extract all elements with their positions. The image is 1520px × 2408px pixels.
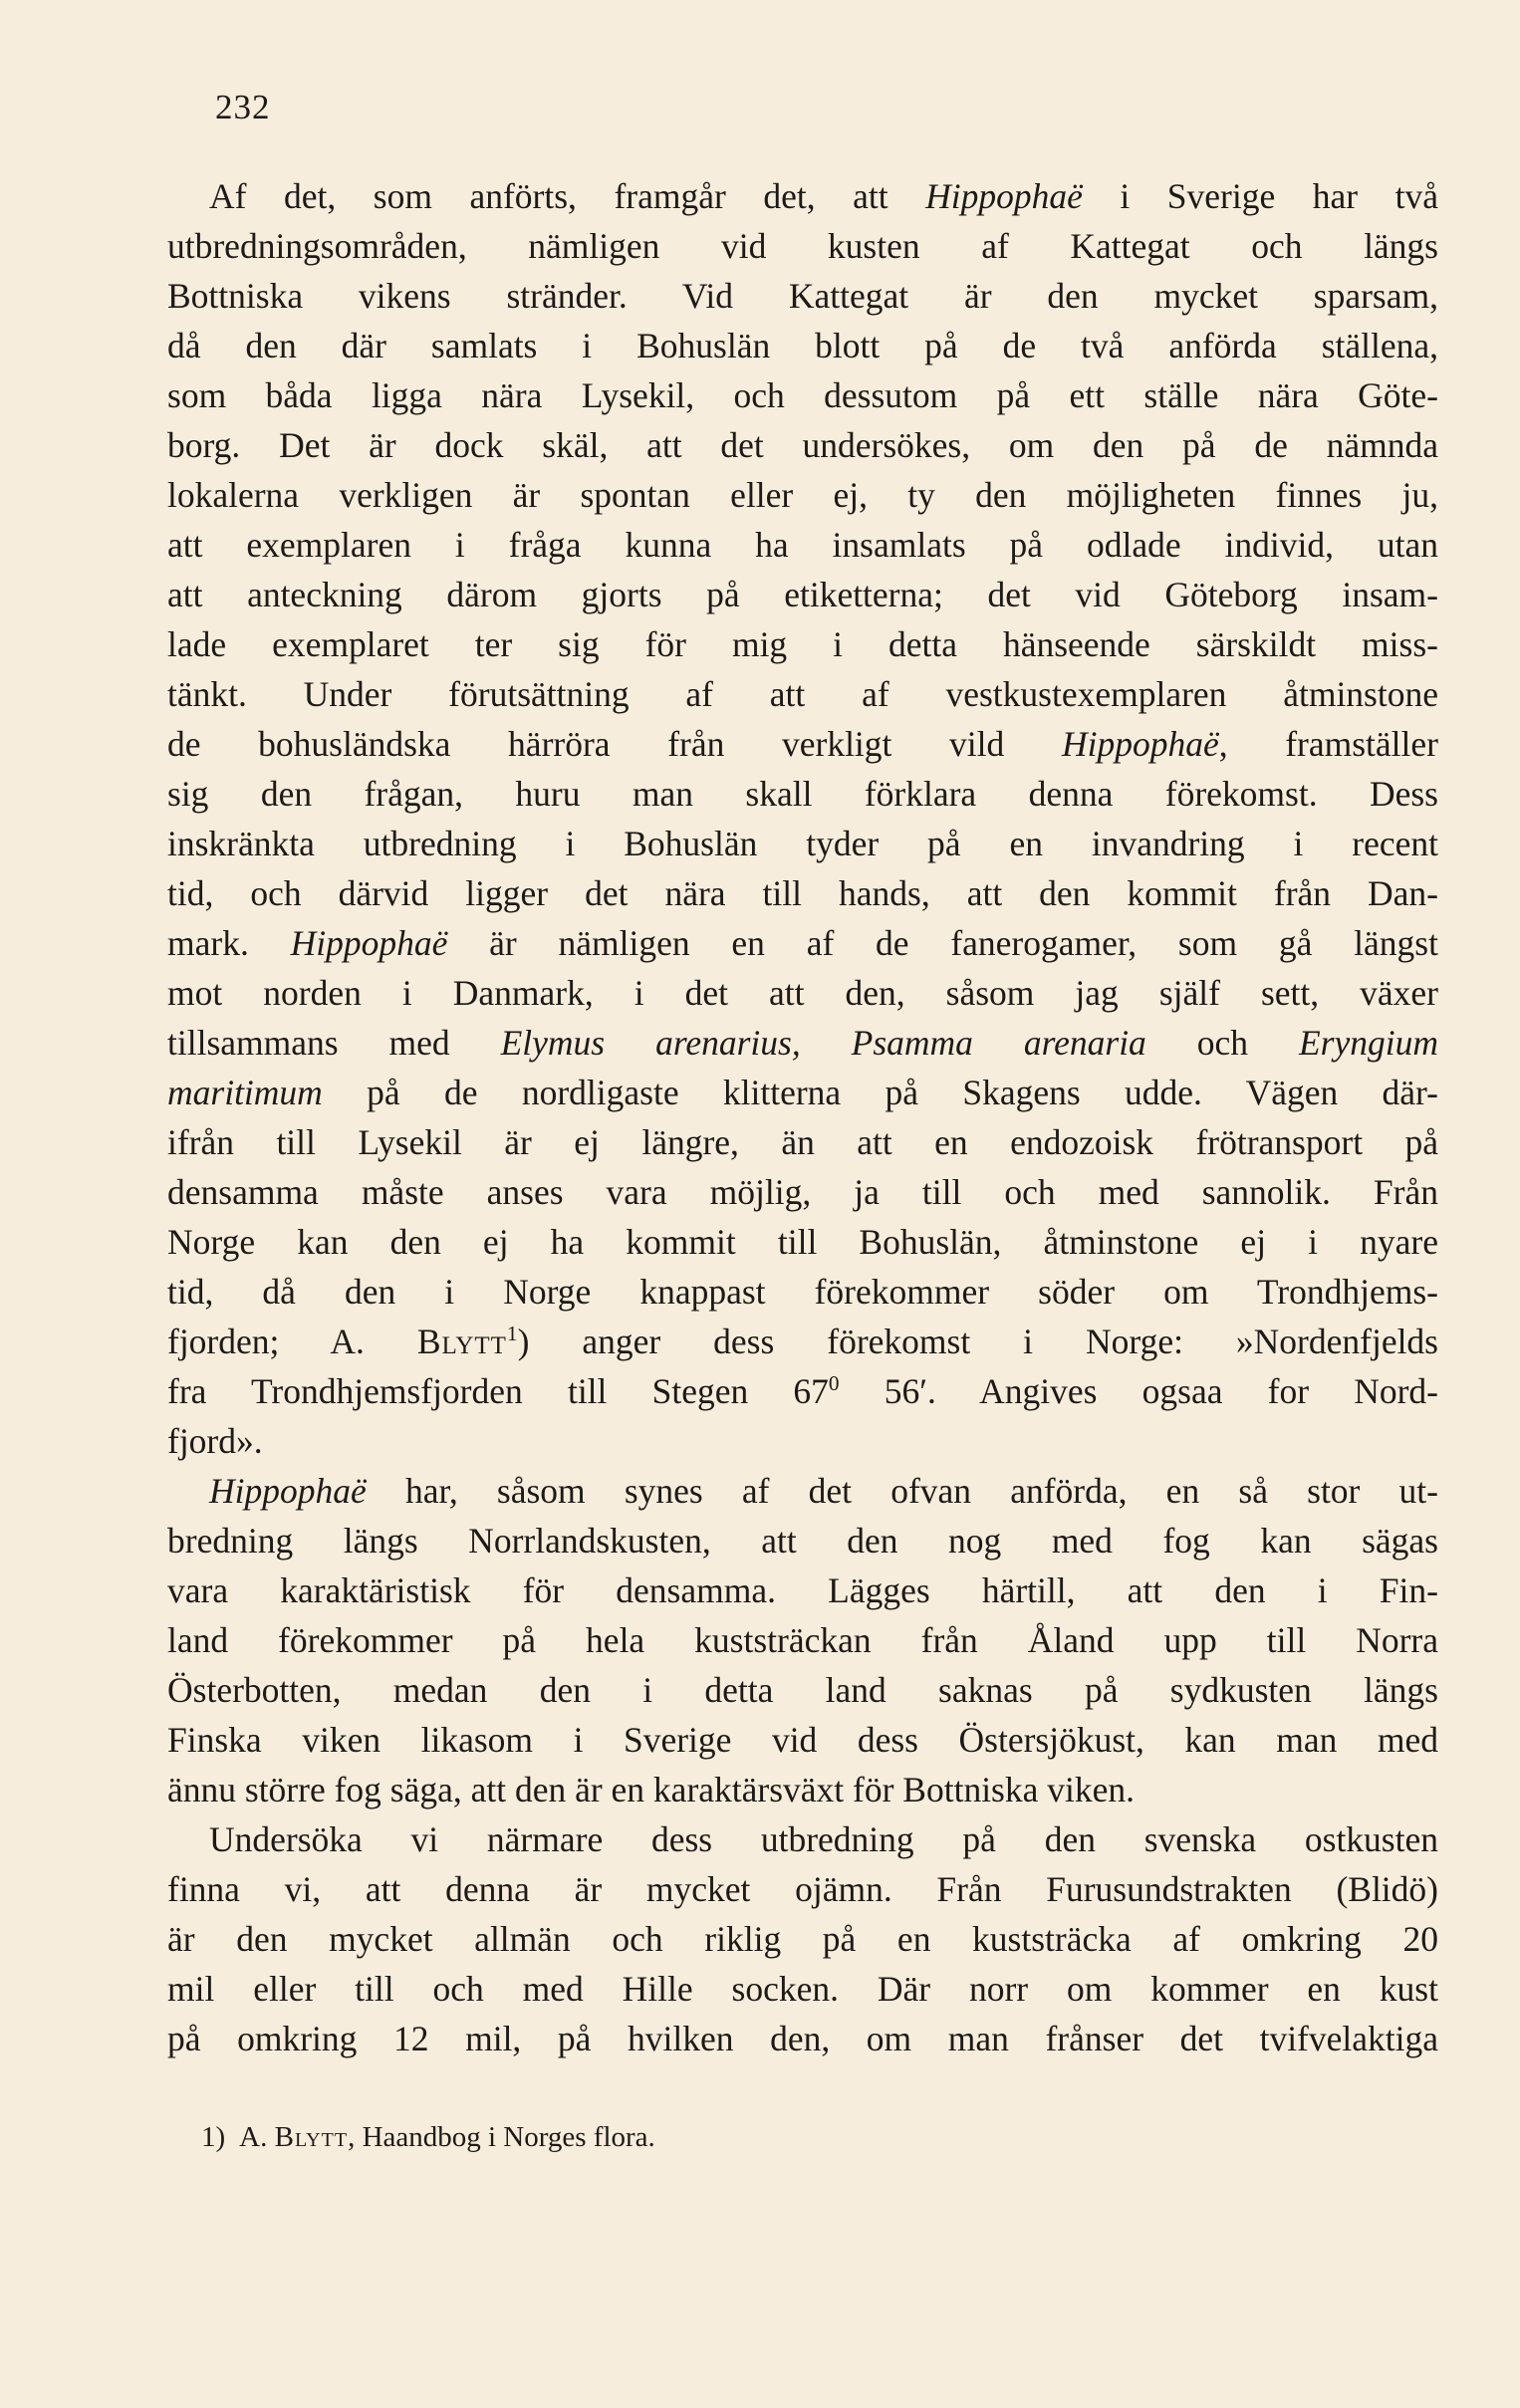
body-text (167, 171, 1438, 2063)
italic-text: maritimum (167, 1073, 323, 1112)
text-line (167, 1765, 1438, 1814)
text-run: Österbotten, medan den i detta land saknas på sydkusten längs (167, 1670, 1438, 1710)
text-line (167, 1914, 1438, 1964)
superscript: 0 (828, 1371, 840, 1396)
text-run: tillsammans med (167, 1023, 501, 1063)
text-run: ifrån till Lysekil är ej längre, än att en endozoisk frötransport på (167, 1122, 1438, 1162)
text-line (167, 1267, 1438, 1317)
text-line (167, 2014, 1438, 2063)
text-line (167, 619, 1438, 669)
text-run: ännu större fog säga, att den är en karaktärsväxt för Bottniska viken. (167, 1770, 1135, 1809)
text-line (167, 1018, 1438, 1068)
text-line (167, 819, 1438, 868)
text-line (167, 171, 1438, 221)
text-line (167, 1167, 1438, 1217)
text-run: har, såsom synes af det ofvan anförda, en så stor ut- (366, 1471, 1438, 1511)
footnote-marker: 1) (201, 2121, 226, 2153)
text-run: i Sverige har två (1082, 176, 1438, 216)
text-run: lokalerna verkligen är spontan eller ej, ty den möjligheten finnes ju, (167, 475, 1438, 515)
footnote-text (239, 2121, 655, 2153)
text-line (167, 570, 1438, 619)
text-run: bredning längs Norrlandskusten, att den nog med fog kan sägas (167, 1521, 1438, 1561)
text-line (167, 719, 1438, 769)
text-run: mil eller till och med Hille socken. Där norr om kommer en kust (167, 1969, 1438, 2009)
text-line (167, 221, 1438, 271)
text-run: Blytt (274, 2121, 349, 2153)
text-run: lade exemplaret ter sig för mig i detta hänseende särskildt miss- (167, 624, 1438, 664)
text-run: är nämligen en af de fanerogamer, som gå längst (447, 923, 1438, 963)
text-run: då den där samlats i Bohuslän blott på de två anförda ställena, (167, 326, 1438, 365)
text-run: är den mycket allmän och riklig på en kuststräcka af omkring 20 (167, 1919, 1438, 1959)
text-line (167, 1665, 1438, 1715)
italic-text: Elymus arenarius, Psamma arenaria (500, 1023, 1146, 1063)
text-run: , framställer (1218, 724, 1438, 764)
text-run: densamma måste anses vara möjlig, ja till och med sannolik. Från (167, 1172, 1438, 1212)
text-line (167, 271, 1438, 321)
italic-text: Hippophaë (925, 176, 1083, 216)
text-line (167, 1068, 1438, 1117)
italic-text: Hippophaë (290, 923, 448, 963)
text-run: på omkring 12 mil, på hvilken den, om man frånser det tvifvelaktiga (167, 2019, 1438, 2058)
text-line (167, 370, 1438, 420)
text-run: och (1145, 1023, 1299, 1063)
text-line (167, 1615, 1438, 1665)
superscript: 1 (506, 1322, 518, 1346)
text-line (167, 321, 1438, 370)
text-line (167, 1366, 1438, 1416)
italic-text: Hippophaë (209, 1471, 367, 1511)
text-run: borg. Det är dock skäl, att det undersökes, om den på de nämnda (167, 425, 1438, 465)
text-line (167, 1715, 1438, 1765)
text-run: Af det, som anförts, framgår det, att (209, 176, 926, 216)
text-run: fra Trondhjemsfjorden till Stegen 67 (167, 1371, 829, 1411)
text-run: tänkt. Under förutsättning af att af vestkustexemplaren åtminstone (167, 674, 1438, 714)
text-line (167, 1565, 1438, 1615)
text-run: Blytt (416, 1322, 507, 1361)
text-run: land förekommer på hela kuststräckan från Åland upp till Norra (167, 1620, 1438, 1660)
text-line (167, 868, 1438, 918)
text-run: ) anger dess förekomst i Norge: »Nordenfjelds (517, 1322, 1438, 1361)
text-run: på de nordligaste klitterna på Skagens udde. Vägen där- (322, 1073, 1438, 1112)
text-run: vara karaktäristisk för densamma. Lägges härtill, att den i Fin- (167, 1570, 1438, 1610)
text-line (167, 420, 1438, 470)
text-run: A. (239, 2121, 275, 2153)
page-number: 232 (215, 88, 271, 126)
text-line (167, 968, 1438, 1018)
text-line (167, 470, 1438, 520)
text-run: finna vi, att denna är mycket ojämn. Från Furusundstrakten (Blidö) (167, 1869, 1438, 1909)
text-line (167, 1466, 1438, 1516)
text-run: Undersöka vi närmare dess utbredning på den svenska ostkusten (209, 1819, 1438, 1859)
text-run: sig den frågan, huru man skall förklara denna förekomst. Dess (167, 774, 1438, 814)
text-line (167, 520, 1438, 570)
text-run: inskränkta utbredning i Bohuslän tyder på en invandring i recent (167, 824, 1438, 863)
text-run: som båda ligga nära Lysekil, och dessutom på ett ställe nära Göte- (167, 375, 1438, 415)
text-run: mot norden i Danmark, i det att den, såsom jag själf sett, växer (167, 973, 1438, 1013)
text-line (167, 1516, 1438, 1565)
italic-text: Hippophaë (1061, 724, 1219, 764)
text-run: , Haandbog i Norges flora. (348, 2121, 655, 2153)
text-run: Finska viken likasom i Sverige vid dess Östersjökust, kan man med (167, 1720, 1438, 1760)
text-line (167, 1416, 1438, 1466)
text-run: att anteckning därom gjorts på etiketterna; det vid Göteborg insam- (167, 575, 1438, 614)
text-line (167, 1317, 1438, 1366)
text-run: utbredningsområden, nämligen vid kusten af Kattegat och längs (167, 226, 1438, 266)
footnote (201, 2117, 655, 2157)
text-run: att exemplaren i fråga kunna ha insamlats på odlade individ, utan (167, 525, 1438, 565)
text-run: mark. (167, 923, 291, 963)
text-run: de bohusländska härröra från verkligt vild (167, 724, 1062, 764)
text-line (167, 1964, 1438, 2014)
text-line (167, 1864, 1438, 1914)
text-run: tid, då den i Norge knappast förekommer söder om Trondhjems- (167, 1272, 1438, 1312)
text-line (167, 1217, 1438, 1267)
text-run: fjord». (167, 1421, 263, 1461)
text-line (167, 1814, 1438, 1864)
text-run: Bottniska vikens stränder. Vid Kattegat är den mycket sparsam, (167, 276, 1438, 316)
text-line (167, 769, 1438, 819)
text-run: fjorden; A. (167, 1322, 417, 1361)
text-run: Norge kan den ej ha kommit till Bohuslän, åtminstone ej i nyare (167, 1222, 1438, 1262)
italic-text: Eryngium (1298, 1023, 1438, 1063)
text-run: 56′. Angives ogsaa for Nord- (839, 1371, 1438, 1411)
text-line (167, 1117, 1438, 1167)
text-run: tid, och därvid ligger det nära till hands, att den kommit från Dan- (167, 873, 1438, 913)
text-line (167, 918, 1438, 968)
text-line (167, 669, 1438, 719)
